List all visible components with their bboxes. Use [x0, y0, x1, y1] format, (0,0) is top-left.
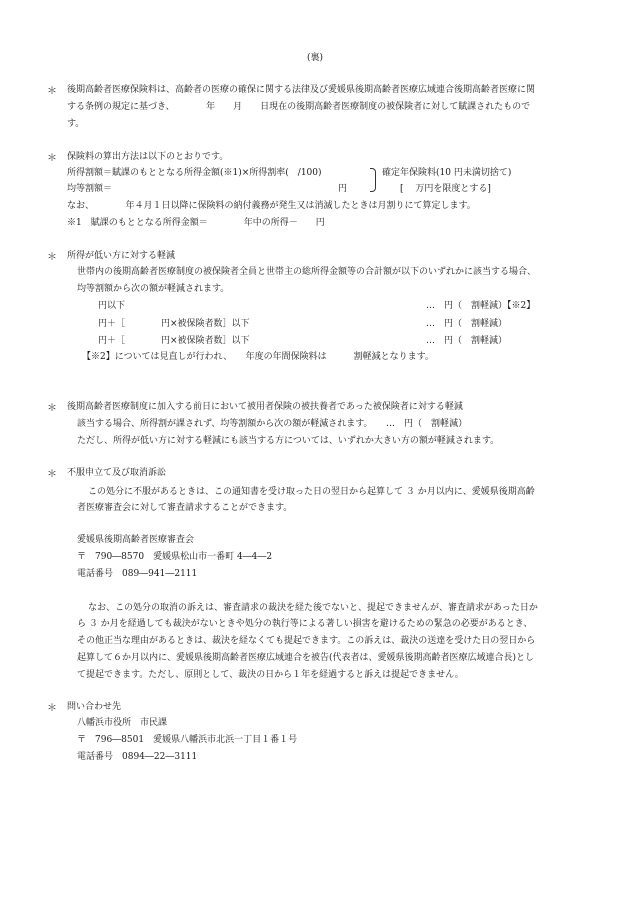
contact-phone: 電話番号 0894―22―3111	[77, 752, 198, 762]
lawsuit-paragraph-line4: 起算して６か月以内に、愛媛県後期高齢者医療広域連合を被告(代表者は、愛媛県後期高齢者医療広域連合長)とし	[77, 653, 535, 663]
contact-address: 〒 796―8501 愛媛県八幡浜市北浜一丁目１番１号	[77, 735, 298, 745]
appeal-paragraph-line2: 者医療審査会に対して審査請求することができます。	[77, 503, 293, 513]
section3-heading: 所得が低い方に対する軽減	[67, 251, 176, 261]
contact-office: 八幡浜市役所 市民課	[77, 718, 168, 728]
section1-line3: す。	[67, 119, 85, 129]
bullet-mark: ＊	[47, 469, 57, 480]
section3-line2: 世帯内の後期高齢者医療制度の被保険者全員と世帯主の総所得金額等の合計額が以下のいずれかに該当する場合、	[77, 267, 537, 277]
section3-line3: 均等割額から次の額が軽減されます。	[77, 284, 230, 294]
per-capita-unit: 円	[338, 184, 348, 194]
section6-heading: 問い合わせ先	[67, 702, 122, 712]
lawsuit-paragraph-line2: ら ３ か月を経過しても裁決がないときや処分の執行等による著しい損害を避けるための緊急の必要があるとき、	[77, 619, 533, 629]
review-board-phone: 電話番号 089―941―2111	[77, 569, 198, 579]
annual-premium-label: 確定年保険料(10 円未満切捨て)	[382, 168, 512, 178]
appeal-paragraph-line1: この処分に不服があるときは、この通知書を受け取った日の翌日から起算して ３ か月以内に、愛媛県後期高齢	[88, 487, 535, 497]
lawsuit-paragraph-line3: その他正当な理由があるときは、裁決を経なくても提起できます。この訴えは、裁決の送達を受けた日の翌日から	[77, 636, 536, 646]
lawsuit-paragraph-line1: なお、この処分の取消の訴えは、審査請求の裁決を経た後でないと、提起できませんが、審査請求があった日か	[88, 603, 538, 613]
bullet-mark: ＊	[47, 252, 57, 263]
review-board-address: 〒 790―8570 愛媛県松山市一番町 4―4―2	[77, 552, 273, 562]
limit-note: [ 万円を限度とする]	[400, 184, 491, 194]
section1-line1: 後期高齢者医療保険料は、高齢者の医療の確保に関する法律及び愛媛県後期高齢者医療広域連合後期高齢者医療に関	[67, 85, 536, 95]
reduction-row1-amount: … 円（ 割軽減）【※2】	[426, 301, 536, 311]
bullet-mark: ＊	[47, 86, 57, 97]
reduction-row3-condition: 円＋［ 円×被保険者数］以下	[98, 336, 250, 346]
bullet-mark: ＊	[47, 403, 57, 414]
section5-heading: 不服申立て及び取消訴訟	[67, 468, 167, 478]
reduction-row2-amount: … 円（ 割軽減）	[426, 319, 508, 329]
income-definition-note: ※1 賦課のもととなる所得金額＝ 年中の所得－ 円	[67, 218, 325, 228]
reduction-row1-condition: 円以下	[98, 301, 126, 311]
lawsuit-paragraph-line5: て提起できます。ただし、原則として、裁決の日から１年を経過すると訴えは提起できません。	[77, 670, 464, 680]
income-ratio-formula: 所得割額＝賦課のもととなる所得金額(※1)×所得割率( /100)	[67, 168, 322, 178]
reduction-note: 【※2】については見直しが行われ、 年度の年間保険料は 割軽減となります。	[82, 352, 434, 362]
section2-heading: 保険料の算出方法は以下のとおりです。	[67, 152, 229, 162]
per-capita-formula: 均等割額＝	[67, 184, 113, 194]
formula-bracket	[370, 168, 376, 192]
section4-line2: 該当する場合、所得割が課されず、均等割額から次の額が軽減されます。 … 円（ 割軽減）	[77, 419, 468, 429]
section1-line2: する条例の規定に基づき、 年 月 日現在の後期高齢者医療制度の被保険者に対して賦課されたもので	[67, 102, 531, 112]
section4-heading: 後期高齢者医療制度に加入する前日において被用者保険の被扶養者であった被保険者に対する軽減	[67, 402, 463, 412]
page-title: (裏)	[306, 53, 324, 63]
monthly-calc-note: なお、 年４月１日以降に保険料の納付義務が発生又は消滅したときは月割りにて算定します。	[67, 201, 476, 211]
reduction-row3-amount: … 円（ 割軽減）	[426, 336, 508, 346]
reduction-row2-condition: 円＋［ 円×被保険者数］以下	[98, 319, 250, 329]
review-board-name: 愛媛県後期高齢者医療審査会	[77, 535, 195, 545]
bullet-mark: ＊	[47, 703, 57, 714]
section4-line3: ただし、所得が低い方に対する軽減にも該当する方については、いずれか大きい方の額が軽減されます。	[77, 436, 500, 446]
bullet-mark: ＊	[47, 153, 57, 164]
